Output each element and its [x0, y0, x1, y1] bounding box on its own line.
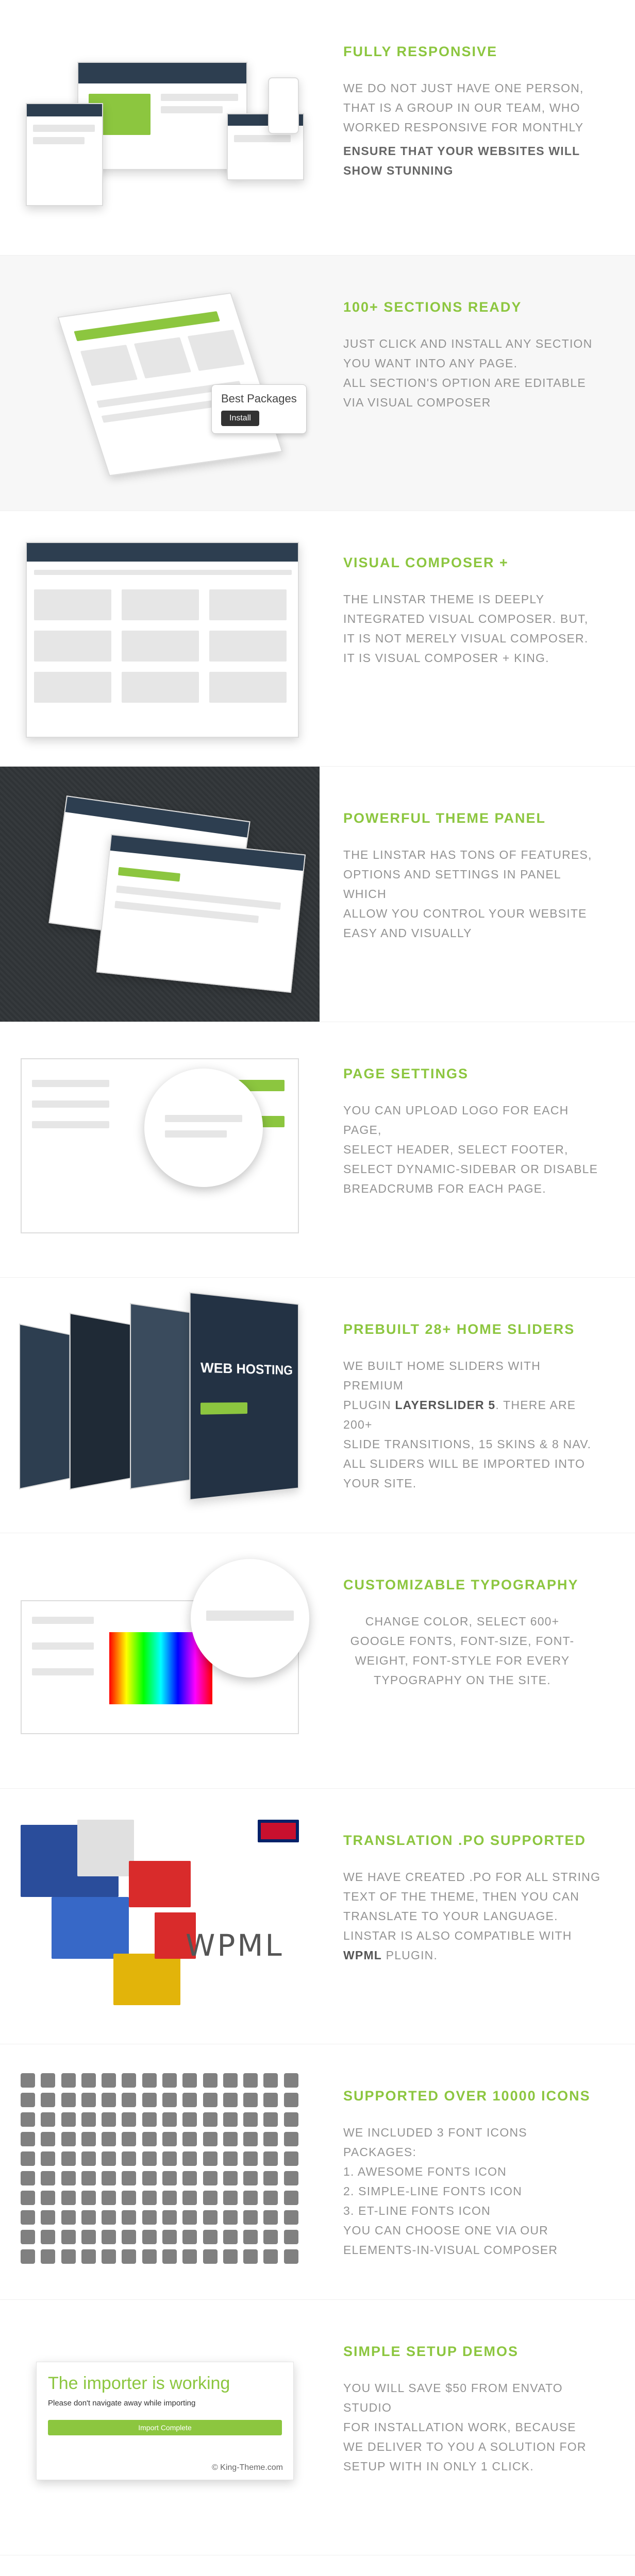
description-line: IT IS VISUAL COMPOSER + KING. [343, 651, 549, 665]
font-icon-sample [182, 2191, 197, 2205]
translation-illustration [0, 1789, 320, 2044]
font-icon-sample [223, 2112, 238, 2127]
font-icon-sample [223, 2073, 238, 2088]
font-icon-sample [61, 2093, 76, 2107]
font-icon-sample [182, 2073, 197, 2088]
list-item: 2. SIMPLE-LINE FONTS ICON [343, 2184, 522, 2198]
feature-translation [0, 1789, 635, 2044]
font-icon-sample [61, 2230, 76, 2244]
description-line: GOOGLE FONTS, FONT-SIZE, FONT- [350, 1634, 575, 1648]
font-icon-sample [102, 2151, 116, 2166]
font-icon-sample [122, 2151, 136, 2166]
description-line: OPTIONS AND SETTINGS IN PANEL WHICH [343, 867, 561, 901]
plugin-name: LAYERSLIDER 5 [395, 1398, 496, 1412]
uk-flag-icon [258, 1820, 299, 1842]
font-icon-sample [162, 2151, 177, 2166]
font-icon-sample [102, 2132, 116, 2146]
font-icon-sample [243, 2132, 258, 2146]
font-icon-sample [203, 2191, 218, 2205]
font-icon-sample [243, 2151, 258, 2166]
tablet-device [26, 103, 103, 206]
font-icon-sample [243, 2210, 258, 2225]
font-icon-sample [102, 2249, 116, 2264]
font-icon-sample [203, 2073, 218, 2088]
description-line: LINSTAR IS ALSO COMPATIBLE WITH [343, 1928, 572, 1942]
font-icon-sample [263, 2249, 278, 2264]
font-icon-sample [182, 2151, 197, 2166]
feature-visual-composer [0, 511, 635, 767]
font-icon-sample [284, 2093, 298, 2107]
font-icon-sample [61, 2210, 76, 2225]
feature-title: PAGE SETTINGS [343, 1066, 469, 1081]
font-icon-sample [41, 2093, 55, 2107]
flag-shape [52, 1897, 129, 1959]
font-icon-sample [142, 2112, 157, 2127]
font-icon-sample [81, 2132, 96, 2146]
font-icon-sample [223, 2171, 238, 2185]
font-icon-sample [162, 2210, 177, 2225]
font-icon-sample [81, 2112, 96, 2127]
font-icon-sample [263, 2171, 278, 2185]
font-icon-sample [203, 2132, 218, 2146]
feature-title: VISUAL COMPOSER + [343, 555, 509, 570]
feature-page-settings [0, 1022, 635, 1278]
font-icon-sample [203, 2112, 218, 2127]
sections-illustration [0, 256, 320, 511]
feature-fully-responsive [0, 0, 635, 256]
font-icon-sample [284, 2132, 298, 2146]
font-icon-sample [81, 2230, 96, 2244]
importer-brand: © King-Theme.com [211, 2463, 283, 2472]
font-icon-sample [61, 2132, 76, 2146]
font-icon-sample [81, 2093, 96, 2107]
font-icon-sample [223, 2210, 238, 2225]
font-icon-sample [223, 2230, 238, 2244]
font-icon-sample [122, 2210, 136, 2225]
font-icon-sample [162, 2073, 177, 2088]
description-line: EASY AND VISUALLY [343, 926, 472, 940]
description-line: WE BUILT HOME SLIDERS WITH PREMIUM [343, 1359, 541, 1392]
font-icon-sample [142, 2151, 157, 2166]
feature-title: FULLY RESPONSIVE [343, 44, 498, 59]
font-icon-sample [142, 2230, 157, 2244]
font-icon-sample [41, 2230, 55, 2244]
magnifier-circle [144, 1069, 263, 1187]
font-icon-sample [284, 2249, 298, 2264]
feature-text [320, 2555, 635, 2576]
font-icon-sample [61, 2191, 76, 2205]
description-line: YOU CAN UPLOAD LOGO FOR EACH PAGE, [343, 1103, 569, 1137]
font-icon-sample [102, 2210, 116, 2225]
font-icon-sample [102, 2230, 116, 2244]
font-icon-sample [263, 2191, 278, 2205]
description-line: ALL SECTION'S OPTION ARE EDITABLE [343, 376, 586, 389]
description-line: YOU WILL SAVE $50 FROM ENVATO STUDIO [343, 2381, 563, 2414]
feature-sections-ready [0, 256, 635, 511]
font-icon-sample [102, 2171, 116, 2185]
description-line: BREADCRUMB FOR EACH PAGE. [343, 1181, 546, 1195]
feature-text [320, 1533, 635, 1788]
feature-text [320, 511, 635, 766]
font-icon-sample [142, 2073, 157, 2088]
description-line: PLUGIN LAYERSLIDER 5. THERE ARE 200+ [343, 1398, 576, 1431]
panel-screen-front [96, 834, 306, 993]
font-icon-sample [284, 2210, 298, 2225]
description-line: ALLOW YOU CONTROL YOUR WEBSITE [343, 906, 587, 920]
feature-text [320, 1022, 635, 1277]
slider-card-front [189, 1292, 298, 1501]
theme-panel-illustration [0, 767, 320, 1022]
description-line: FOR INSTALLATION WORK, BECAUSE [343, 2420, 576, 2434]
font-icon-sample [61, 2151, 76, 2166]
font-icon-sample [142, 2191, 157, 2205]
font-icon-sample [284, 2073, 298, 2088]
font-icon-sample [142, 2093, 157, 2107]
font-icon-sample [182, 2112, 197, 2127]
font-icon-sample [81, 2210, 96, 2225]
font-icon-sample [203, 2249, 218, 2264]
font-icon-sample [41, 2249, 55, 2264]
description-line: WE INCLUDED 3 FONT ICONS PACKAGES: [343, 2125, 527, 2159]
description-line: IT IS NOT MERELY VISUAL COMPOSER. [343, 631, 589, 645]
description-line: SETUP WITH IN ONLY 1 CLICK. [343, 2459, 534, 2473]
feature-text [320, 1278, 635, 1533]
description-line: YOUR SITE. [343, 1476, 417, 1490]
slider-heading: WEB HOSTING [200, 1359, 293, 1378]
list-item: 1. AWESOME FONTS ICON [343, 2164, 507, 2178]
description-line: SELECT DYNAMIC-SIDEBAR OR DISABLE [343, 1162, 598, 1176]
font-icon-sample [182, 2171, 197, 2185]
font-icon-sample [223, 2132, 238, 2146]
font-icon-sample [263, 2073, 278, 2088]
feature-home-sliders [0, 1278, 635, 1533]
font-icon-sample [142, 2171, 157, 2185]
import-progress-bar: Import Complete [48, 2420, 282, 2435]
font-icon-sample [41, 2073, 55, 2088]
font-icon-sample [102, 2191, 116, 2205]
font-icon-sample [243, 2171, 258, 2185]
description-line: TEXT OF THE THEME, THEN YOU CAN [343, 1889, 580, 1903]
description-line: WE DO NOT JUST HAVE ONE PERSON, [343, 81, 584, 95]
font-icon-sample [41, 2151, 55, 2166]
font-icon-sample [81, 2191, 96, 2205]
install-button[interactable]: Install [221, 411, 259, 426]
font-icon-sample [263, 2112, 278, 2127]
font-icon-sample [61, 2249, 76, 2264]
font-icon-sample [122, 2191, 136, 2205]
description-line: WPML PLUGIN. [343, 1948, 438, 1962]
font-icon-sample [122, 2132, 136, 2146]
typography-illustration [0, 1533, 320, 1788]
description-emphasis: ENSURE THAT YOUR WEBSITES WILL SHOW STUNNING [343, 144, 580, 177]
font-icon-sample [21, 2210, 35, 2225]
importer-note: Please don't navigate away while importing [48, 2399, 196, 2408]
description-line: CHANGE COLOR, SELECT 600+ [365, 1614, 560, 1628]
font-icon-sample [243, 2073, 258, 2088]
font-icon-sample [284, 2191, 298, 2205]
font-icon-sample [162, 2191, 177, 2205]
feature-text [320, 767, 635, 1022]
font-icon-sample [263, 2230, 278, 2244]
description-line: INTEGRATED VISUAL COMPOSER. BUT, [343, 612, 589, 625]
description-line: TYPOGRAPHY ON THE SITE. [374, 1673, 551, 1687]
font-icon-sample [182, 2093, 197, 2107]
flag-shape [129, 1861, 191, 1907]
feature-title: 100+ SECTIONS READY [343, 299, 522, 315]
font-icon-sample [243, 2230, 258, 2244]
font-icon-sample [21, 2151, 35, 2166]
font-icon-sample [263, 2151, 278, 2166]
description-line: WORKED RESPONSIVE FOR MONTHLY [343, 120, 584, 134]
font-icon-sample [21, 2112, 35, 2127]
description-line: THE LINSTAR THEME IS DEEPLY [343, 592, 545, 606]
font-icon-sample [61, 2171, 76, 2185]
font-icon-sample [61, 2112, 76, 2127]
feature-text [320, 0, 635, 255]
phone-device [268, 77, 299, 134]
font-icon-sample [41, 2112, 55, 2127]
description-line: THAT IS A GROUP IN OUR TEAM, WHO [343, 100, 580, 114]
font-icon-sample [263, 2093, 278, 2107]
font-icon-sample [284, 2151, 298, 2166]
feature-theme-panel [0, 767, 635, 1022]
font-icon-sample [21, 2132, 35, 2146]
font-icon-sample [81, 2249, 96, 2264]
feature-icons [0, 2044, 635, 2300]
font-icon-sample [21, 2191, 35, 2205]
font-icon-sample [203, 2210, 218, 2225]
font-icon-sample [162, 2093, 177, 2107]
feature-title: TRANSLATION .PO SUPPORTED [343, 1833, 587, 1848]
font-icon-sample [41, 2132, 55, 2146]
font-icon-sample [182, 2210, 197, 2225]
font-icon-sample [223, 2151, 238, 2166]
font-icon-sample [162, 2230, 177, 2244]
font-icon-sample [102, 2073, 116, 2088]
font-icon-sample [102, 2093, 116, 2107]
sliders-illustration [0, 1278, 320, 1533]
description-line: SELECT HEADER, SELECT FOOTER, [343, 1142, 569, 1156]
font-icon-sample [162, 2132, 177, 2146]
font-icon-sample [223, 2191, 238, 2205]
font-icon-sample [162, 2249, 177, 2264]
font-icon-sample [142, 2249, 157, 2264]
description-line: ALL SLIDERS WILL BE IMPORTED INTO [343, 1456, 586, 1470]
feature-setup-demos [0, 2300, 635, 2555]
importer-illustration [0, 2300, 320, 2555]
font-icon-sample [41, 2210, 55, 2225]
font-icon-sample [21, 2073, 35, 2088]
font-icon-sample [263, 2132, 278, 2146]
feature-title: SIMPLE SETUP DEMOS [343, 2344, 519, 2359]
font-icon-sample [203, 2151, 218, 2166]
font-icon-sample [122, 2230, 136, 2244]
flag-shape [113, 1954, 180, 2005]
font-icon-sample [41, 2191, 55, 2205]
feature-description [343, 78, 602, 180]
slider-card [19, 1324, 70, 1489]
description-line: VIA VISUAL COMPOSER [343, 395, 491, 409]
feature-blog-layouts [0, 2555, 635, 2576]
feature-title: PREBUILT 28+ HOME SLIDERS [343, 1321, 575, 1337]
font-icon-sample [263, 2210, 278, 2225]
flag-shape [77, 1820, 134, 1876]
slider-card [70, 1313, 132, 1490]
importer-box [36, 2362, 294, 2480]
description-line: ELEMENTS-IN-VISUAL COMPOSER [343, 2243, 558, 2257]
font-icon-sample [21, 2171, 35, 2185]
feature-title: SUPPORTED OVER 10000 ICONS [343, 2088, 591, 2104]
font-icon-sample [122, 2171, 136, 2185]
font-icon-sample [21, 2093, 35, 2107]
description-line: WE DELIVER TO YOU A SOLUTION FOR [343, 2439, 587, 2453]
font-icon-sample [284, 2230, 298, 2244]
font-icon-sample [203, 2093, 218, 2107]
font-icon-sample [243, 2112, 258, 2127]
description-line: TRANSLATE TO YOUR LANGUAGE. [343, 1909, 558, 1923]
font-icon-sample [162, 2171, 177, 2185]
font-icon-sample [284, 2171, 298, 2185]
feature-text [320, 1789, 635, 2044]
description-line: THE LINSTAR HAS TONS OF FEATURES, [343, 848, 592, 861]
best-packages-callout [211, 384, 307, 434]
icons-illustration [0, 2044, 320, 2299]
description-line: JUST CLICK AND INSTALL ANY SECTION [343, 336, 593, 350]
font-icon-sample [243, 2249, 258, 2264]
font-icon-sample [122, 2093, 136, 2107]
blog-layout-illustration [0, 2555, 320, 2576]
font-icon-sample [223, 2093, 238, 2107]
font-icon-sample [81, 2151, 96, 2166]
icon-grid [21, 2073, 299, 2264]
description-line: WEIGHT, FONT-STYLE FOR EVERY [355, 1653, 570, 1667]
feature-text [320, 2044, 635, 2299]
description-line: YOU CAN CHOOSE ONE VIA OUR [343, 2223, 548, 2237]
font-icon-sample [21, 2230, 35, 2244]
font-icon-sample [223, 2249, 238, 2264]
feature-text [320, 256, 635, 511]
font-icon-sample [182, 2230, 197, 2244]
font-icon-sample [142, 2210, 157, 2225]
description-line: SLIDE TRANSITIONS, 15 SKINS & 8 NAV. [343, 1437, 592, 1451]
callout-label: Best Packages [221, 392, 297, 405]
font-icon-sample [81, 2073, 96, 2088]
font-icon-sample [203, 2230, 218, 2244]
plugin-name: WPML [343, 1948, 382, 1962]
responsive-devices-illustration [0, 0, 320, 255]
font-icon-sample [243, 2191, 258, 2205]
feature-typography [0, 1533, 635, 1789]
font-icon-sample [122, 2249, 136, 2264]
font-icon-sample [81, 2171, 96, 2185]
font-icon-sample [102, 2112, 116, 2127]
font-icon-sample [162, 2112, 177, 2127]
magnifier-circle [191, 1559, 309, 1677]
font-icon-sample [21, 2249, 35, 2264]
description-line: WE HAVE CREATED .PO FOR ALL STRING [343, 1870, 601, 1884]
font-icon-sample [142, 2132, 157, 2146]
font-icon-sample [122, 2073, 136, 2088]
font-icon-sample [41, 2171, 55, 2185]
font-icon-sample [182, 2249, 197, 2264]
font-icon-sample [284, 2112, 298, 2127]
font-icon-sample [203, 2171, 218, 2185]
page-settings-illustration [0, 1022, 320, 1277]
importer-heading: The importer is working [48, 2374, 230, 2393]
visual-composer-illustration [0, 511, 320, 766]
icon-packages-list [343, 2162, 602, 2221]
font-icon-sample [182, 2132, 197, 2146]
font-icon-sample [122, 2112, 136, 2127]
feature-text [320, 2300, 635, 2555]
font-icon-sample [243, 2093, 258, 2107]
description-line: YOU WANT INTO ANY PAGE. [343, 356, 518, 370]
wpml-logo: WPML [186, 1928, 284, 1963]
feature-title: CUSTOMIZABLE TYPOGRAPHY [343, 1577, 579, 1592]
list-item: 3. ET-LINE FONTS ICON [343, 2204, 491, 2217]
composer-panel-mock [26, 542, 299, 738]
feature-title: POWERFUL THEME PANEL [343, 810, 546, 826]
font-icon-sample [61, 2073, 76, 2088]
